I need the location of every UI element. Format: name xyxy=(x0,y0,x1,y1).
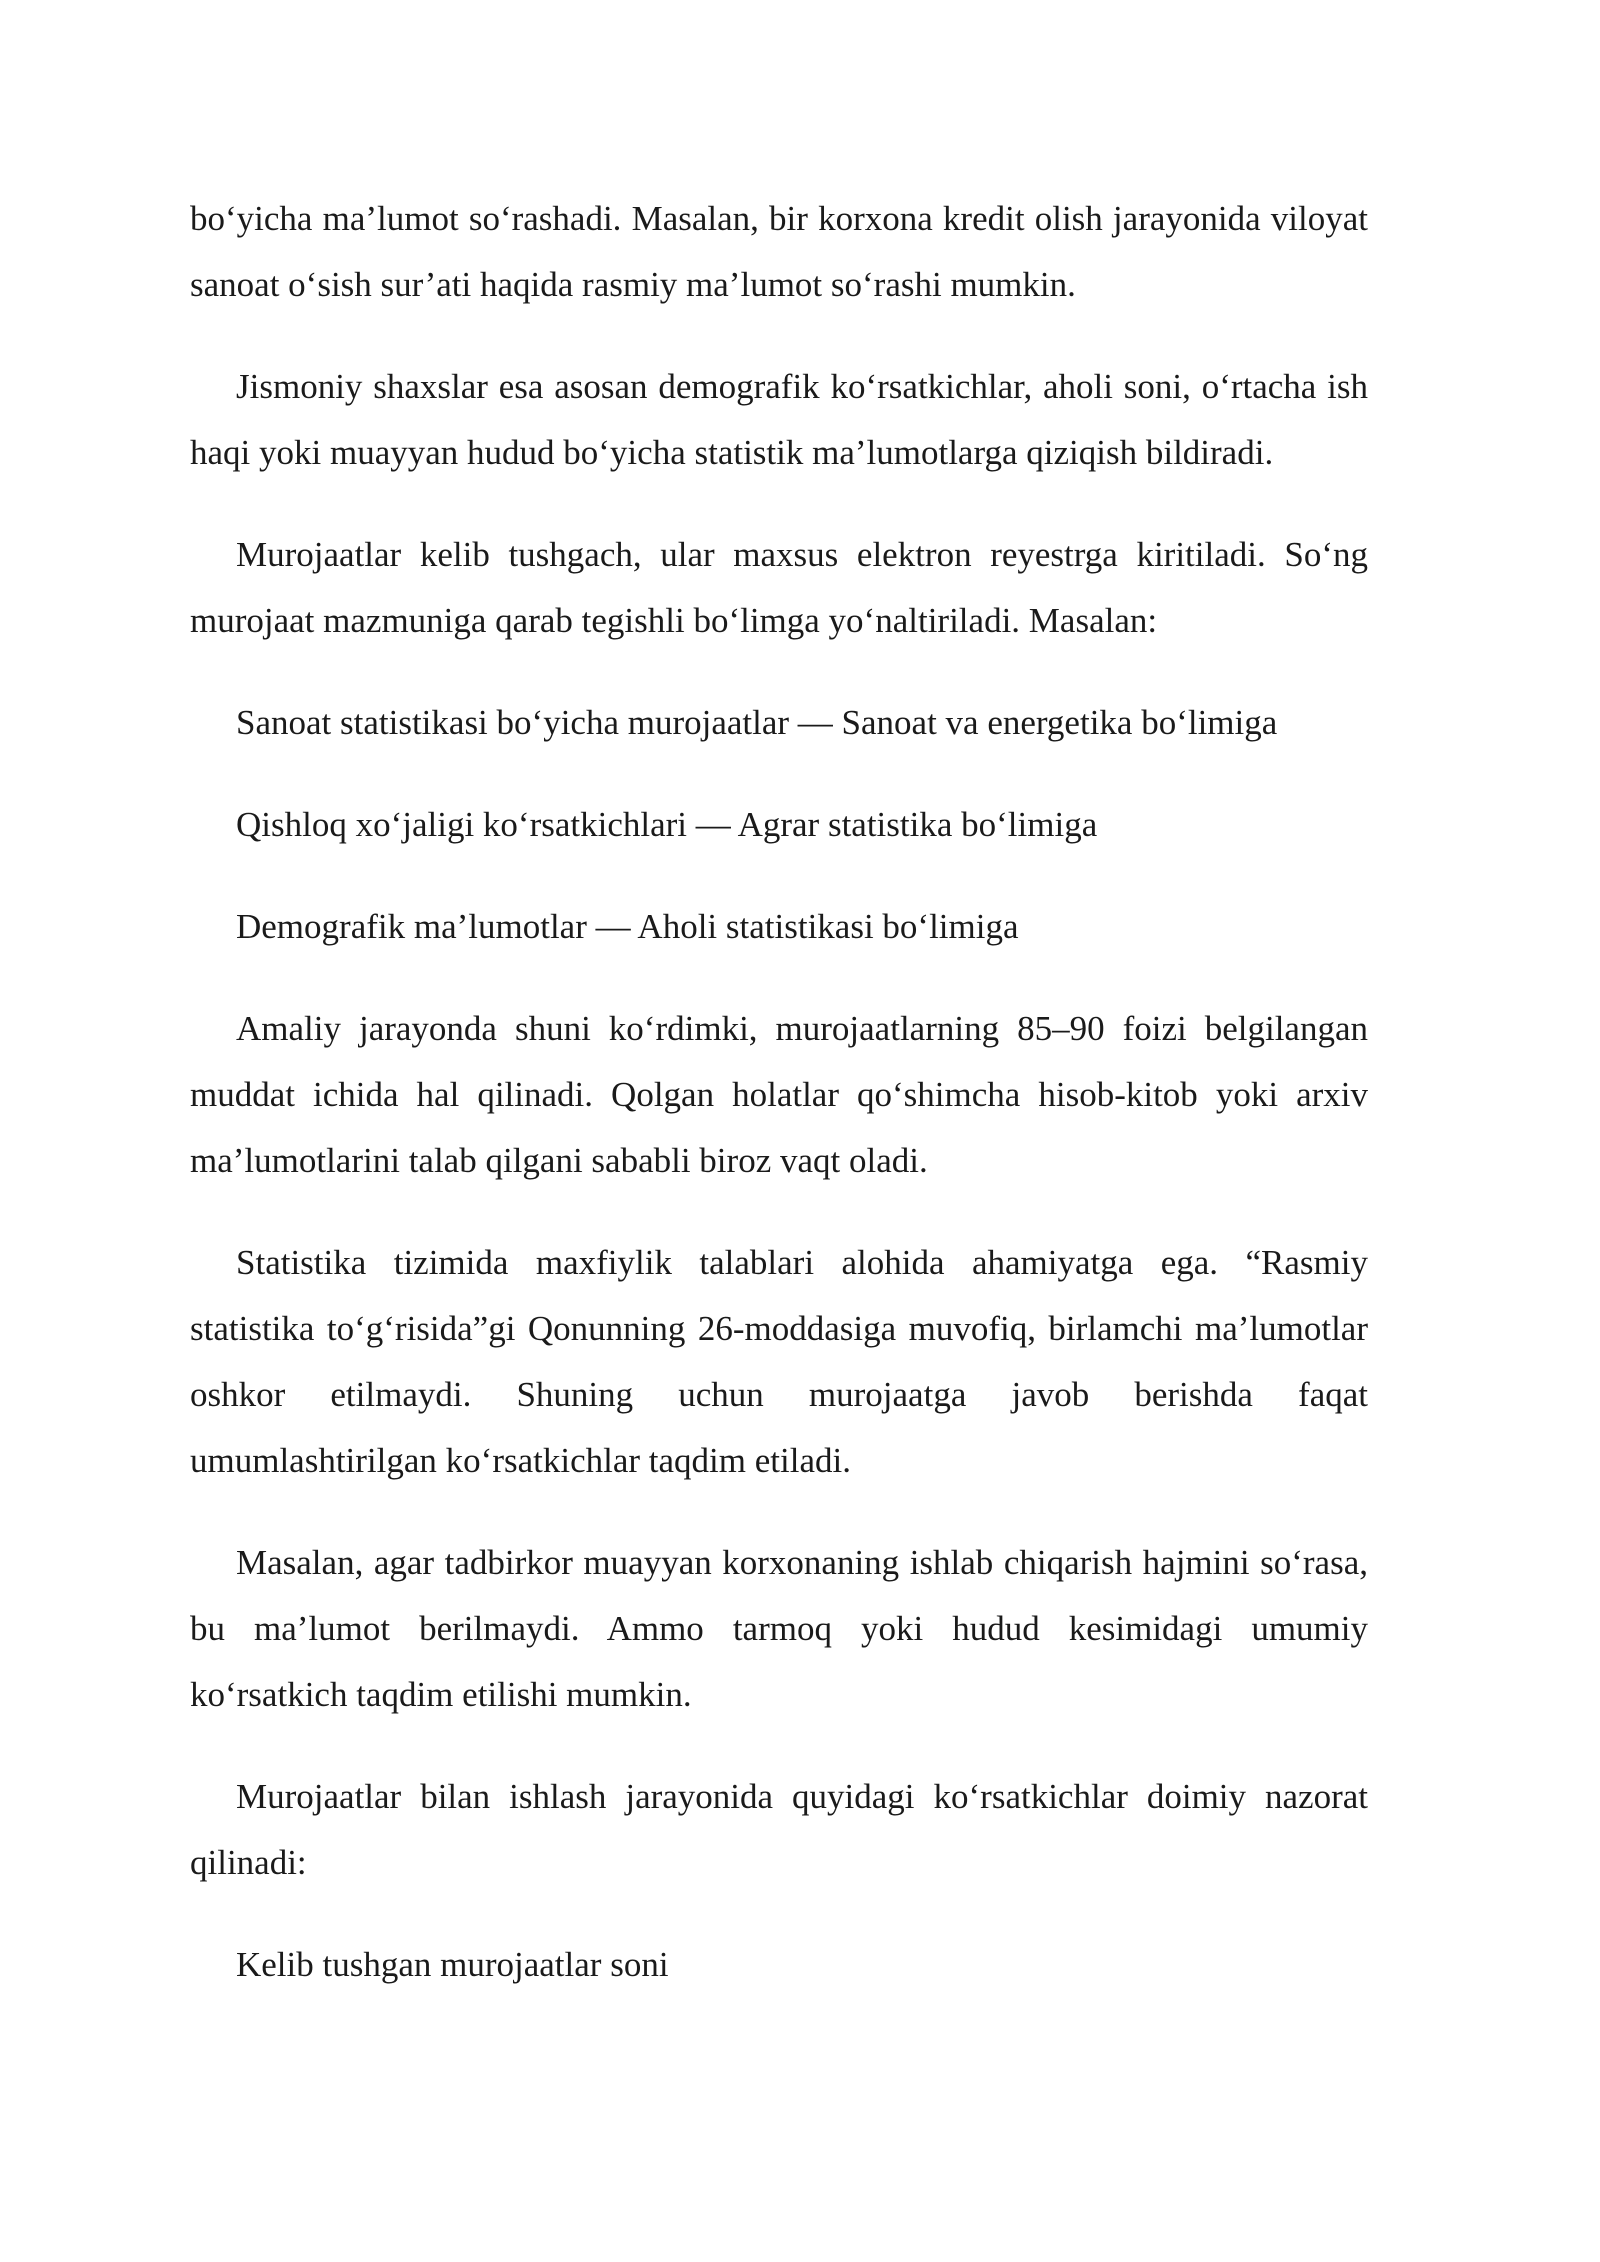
paragraph-2: Jismoniy shaxslar esa asosan demografik ko‘rsatkichlar, aholi soni, o‘rtacha ish haqi yoki muayyan hudud bo‘yicha statistik ma’lumotlarga qiziqish bildiradi. xyxy=(190,367,1368,472)
paragraph-6: Masalan, agar tadbirkor muayyan korxonaning ishlab chiqarish hajmini so‘rasa, bu ma’lumot berilmaydi. Ammo tarmoq yoki hudud kesimidagi umumiy ko‘rsatkich taqdim etilishi mumkin. xyxy=(190,1543,1368,1714)
list-item-industry: Sanoat statistikasi bo‘yicha murojaatlar — Sanoat va energetika bo‘limiga xyxy=(236,703,1278,742)
paragraph-3: Murojaatlar kelib tushgach, ular maxsus elektron reyestrga kiritiladi. So‘ng murojaat mazmuniga qarab tegishli bo‘limga yo‘naltiriladi. Masalan: xyxy=(190,535,1368,640)
document-page xyxy=(190,186,1368,2034)
list-item-incoming-count: Kelib tushgan murojaatlar soni xyxy=(236,1945,669,1984)
paragraph-4: Amaliy jarayonda shuni ko‘rdimki, murojaatlarning 85–90 foizi belgilangan muddat ichida hal qilinadi. Qolgan holatlar qo‘shimcha hisob-kitob yoki arxiv ma’lumotlarini talab qilgani sababli biroz vaqt oladi. xyxy=(190,1009,1368,1180)
paragraph-5: Statistika tizimida maxfiylik talablari alohida ahamiyatga ega. “Rasmiy statistika to‘g‘risida”gi Qonunning 26-moddasiga muvofiq, birlamchi ma’lumotlar oshkor etilmaydi. Shuning uchun murojaatga javob berishda faqat umumlashtirilgan ko‘rsatkichlar taqdim etiladi. xyxy=(190,1243,1368,1480)
paragraph-1: bo‘yicha ma’lumot so‘rashadi. Masalan, bir korxona kredit olish jarayonida viloyat sanoat o‘sish sur’ati haqida rasmiy ma’lumot so‘rashi mumkin. xyxy=(190,199,1368,304)
list-item-demographic: Demografik ma’lumotlar — Aholi statistikasi bo‘limiga xyxy=(236,907,1019,946)
paragraph-7: Murojaatlar bilan ishlash jarayonida quyidagi ko‘rsatkichlar doimiy nazorat qilinadi: xyxy=(190,1777,1368,1882)
list-item-agriculture: Qishloq xo‘jaligi ko‘rsatkichlari — Agrar statistika bo‘limiga xyxy=(236,805,1098,844)
